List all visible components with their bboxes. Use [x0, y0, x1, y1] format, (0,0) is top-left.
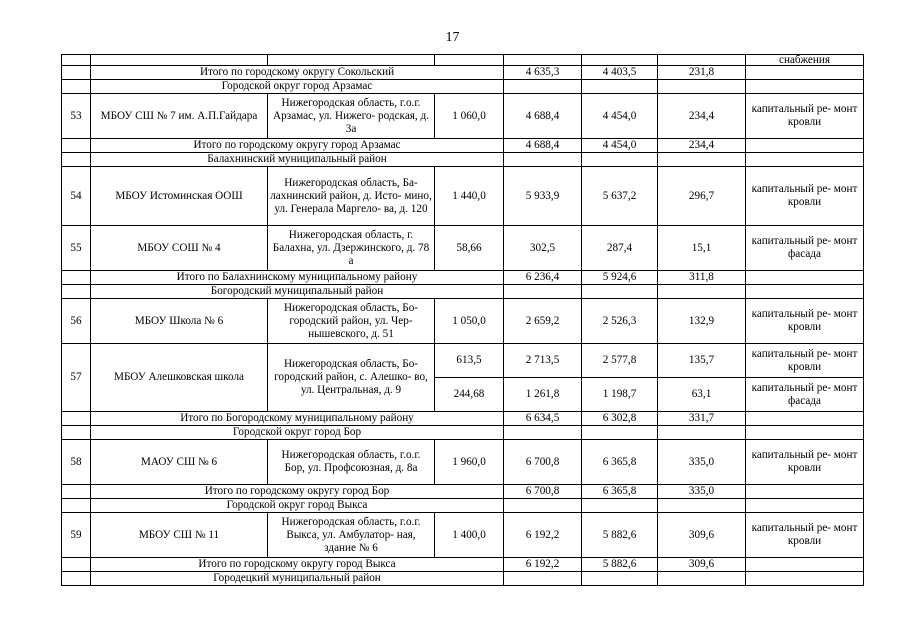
repair-kind-cell: снабжения [746, 55, 864, 66]
area-cell: 244,68 [435, 378, 504, 412]
district-heading: Балахнинский муниципальный район [91, 153, 504, 167]
subtotal-row [62, 558, 864, 572]
row-number: 59 [62, 513, 91, 558]
table-row [62, 344, 864, 378]
repair-kind-cell: капитальный ре- монт кровли [746, 167, 864, 226]
total-cost-cell: 6 192,2 [504, 513, 582, 558]
subtotal-row [62, 66, 864, 80]
school-address: Нижегородская область, г.о.г. Выкса, ул. Амбулатор- ная, здание № 6 [268, 513, 435, 558]
local-budget-cell: 335,0 [658, 440, 746, 485]
total-cost-cell: 302,5 [504, 226, 582, 271]
repair-kind-cell: капитальный ре- монт кровли [746, 94, 864, 139]
district-row [62, 80, 864, 94]
area-cell: 1 440,0 [435, 167, 504, 226]
repair-kind-cell: капитальный ре- монт кровли [746, 344, 864, 378]
district-heading: Городской округ город Выкса [91, 499, 504, 513]
subtotal-label: Итого по городскому округу город Арзамас [91, 139, 504, 153]
district-heading: Городецкий муниципальный район [91, 572, 504, 586]
school-address: Нижегородская область, г.о.г. Бор, ул. Профсоюзная, д. 8а [268, 440, 435, 485]
total-cost-cell: 1 261,8 [504, 378, 582, 412]
area-cell: 613,5 [435, 344, 504, 378]
area-cell: 1 050,0 [435, 299, 504, 344]
local-budget-cell: 15,1 [658, 226, 746, 271]
area-cell: 1 960,0 [435, 440, 504, 485]
local-budget-cell: 132,9 [658, 299, 746, 344]
page-number: 17 [445, 30, 460, 45]
subtotal-label: Итого по городскому округу Сокольский [91, 66, 504, 80]
school-address: Нижегородская область, Ба- лахнинский район, д. Исто- мино, ул. Генерала Маргело- ва, д. 120 [268, 167, 435, 226]
repair-kind-cell: капитальный ре- монт фасада [746, 378, 864, 412]
local-budget-cell: 135,7 [658, 344, 746, 378]
table-row [62, 94, 864, 139]
row-number: 57 [62, 344, 91, 412]
school-name: МБОУ СШ № 11 [91, 513, 268, 558]
subtotal-label: Итого по Балахнинскому муниципальному району [91, 271, 504, 285]
local-budget-cell: 309,6 [658, 513, 746, 558]
regional-budget-cell: 4 403,5 [582, 66, 658, 80]
school-name: МБОУ Истоминская ООШ [91, 167, 268, 226]
repair-kind-cell: капитальный ре- монт кровли [746, 299, 864, 344]
school-address: Нижегородская область, Бо- городский район, ул. Чер- нышевского, д. 51 [268, 299, 435, 344]
subtotal-label: Итого по городскому округу город Выкса [91, 558, 504, 572]
district-heading: Городской округ город Бор [91, 426, 504, 440]
repair-kind-cell: капитальный ре- монт кровли [746, 440, 864, 485]
school-address: Нижегородская область, г. Балахна, ул. Дзержинского, д. 78 а [268, 226, 435, 271]
table-row [62, 299, 864, 344]
total-cost-cell: 6 634,5 [504, 412, 582, 426]
total-cost-cell: 4 688,4 [504, 139, 582, 153]
regional-budget-cell: 1 198,7 [582, 378, 658, 412]
table-row [62, 55, 864, 66]
school-name: МБОУ СШ № 7 им. А.П.Гайдара [91, 94, 268, 139]
total-cost-cell: 6 700,8 [504, 440, 582, 485]
row-number: 58 [62, 440, 91, 485]
local-budget-cell: 231,8 [658, 66, 746, 80]
subtotal-label: Итого по городскому округу город Бор [91, 485, 504, 499]
regional-budget-cell: 6 302,8 [582, 412, 658, 426]
subtotal-row [62, 271, 864, 285]
school-name: МБОУ СОШ № 4 [91, 226, 268, 271]
total-cost-cell: 2 659,2 [504, 299, 582, 344]
local-budget-cell: 234,4 [658, 94, 746, 139]
area-cell: 58,66 [435, 226, 504, 271]
district-heading: Богородский муниципальный район [91, 285, 504, 299]
school-repair-table [61, 54, 864, 586]
repair-kind-cell: капитальный ре- монт кровли [746, 513, 864, 558]
total-cost-cell: 6 236,4 [504, 271, 582, 285]
school-name: МБОУ Алешковская школа [91, 344, 268, 412]
school-address: Нижегородская область, г.о.г. Арзамас, ул. Нижего- родская, д. 3а [268, 94, 435, 139]
row-number: 56 [62, 299, 91, 344]
school-address: Нижегородская область, Бо- городский район, с. Алешко- во, ул. Центральная, д. 9 [268, 344, 435, 412]
district-row [62, 285, 864, 299]
subtotal-row [62, 412, 864, 426]
table-row [62, 167, 864, 226]
regional-budget-cell: 6 365,8 [582, 440, 658, 485]
table-row [62, 440, 864, 485]
local-budget-cell: 296,7 [658, 167, 746, 226]
district-row [62, 572, 864, 586]
local-budget-cell: 309,6 [658, 558, 746, 572]
subtotal-label: Итого по Богородскому муниципальному району [91, 412, 504, 426]
local-budget-cell: 63,1 [658, 378, 746, 412]
area-cell: 1 400,0 [435, 513, 504, 558]
regional-budget-cell: 287,4 [582, 226, 658, 271]
regional-budget-cell: 5 882,6 [582, 513, 658, 558]
local-budget-cell: 311,8 [658, 271, 746, 285]
row-number: 53 [62, 94, 91, 139]
regional-budget-cell: 6 365,8 [582, 485, 658, 499]
regional-budget-cell: 2 577,8 [582, 344, 658, 378]
local-budget-cell: 331,7 [658, 412, 746, 426]
school-name: МБОУ Школа № 6 [91, 299, 268, 344]
repair-kind-cell: капитальный ре- монт фасада [746, 226, 864, 271]
regional-budget-cell: 5 882,6 [582, 558, 658, 572]
district-heading: Городской округ город Арзамас [91, 80, 504, 94]
regional-budget-cell: 2 526,3 [582, 299, 658, 344]
regional-budget-cell: 4 454,0 [582, 139, 658, 153]
table-row [62, 226, 864, 271]
row-number: 54 [62, 167, 91, 226]
total-cost-cell: 4 635,3 [504, 66, 582, 80]
total-cost-cell: 4 688,4 [504, 94, 582, 139]
regional-budget-cell: 4 454,0 [582, 94, 658, 139]
total-cost-cell: 5 933,9 [504, 167, 582, 226]
subtotal-row [62, 139, 864, 153]
total-cost-cell: 2 713,5 [504, 344, 582, 378]
local-budget-cell: 335,0 [658, 485, 746, 499]
table-row [62, 513, 864, 558]
district-row [62, 426, 864, 440]
regional-budget-cell: 5 637,2 [582, 167, 658, 226]
school-name: МАОУ СШ № 6 [91, 440, 268, 485]
row-number: 55 [62, 226, 91, 271]
subtotal-row [62, 485, 864, 499]
total-cost-cell: 6 192,2 [504, 558, 582, 572]
local-budget-cell: 234,4 [658, 139, 746, 153]
total-cost-cell: 6 700,8 [504, 485, 582, 499]
district-row [62, 499, 864, 513]
area-cell: 1 060,0 [435, 94, 504, 139]
district-row [62, 153, 864, 167]
regional-budget-cell: 5 924,6 [582, 271, 658, 285]
